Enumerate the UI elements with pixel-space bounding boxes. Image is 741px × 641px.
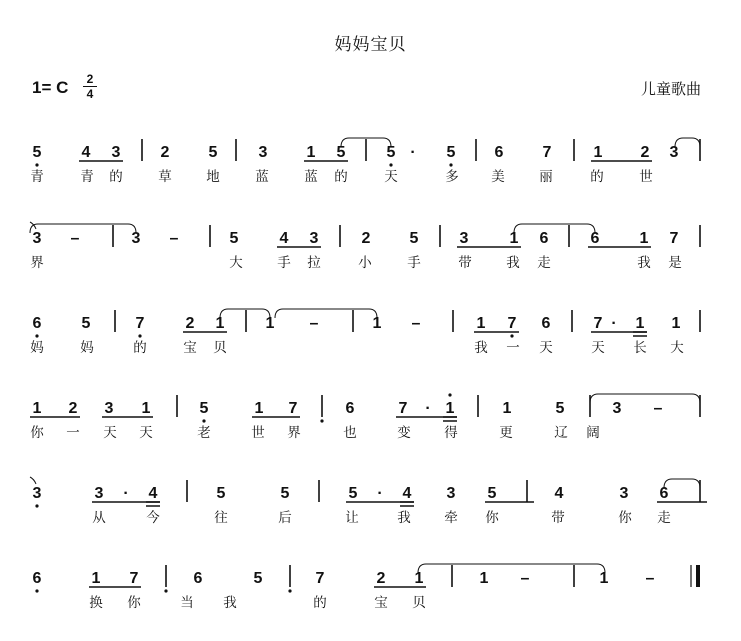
note: 5 [446,144,456,161]
lyric-syllable: 牵 [444,510,458,526]
note: 6 [659,485,669,502]
lyric-syllable: 天 [103,425,117,441]
lyric-syllable: 我 [506,255,520,271]
note: 1 [141,400,151,417]
lyric-syllable: 青 [30,169,44,185]
note: 3 [612,400,622,417]
note: 3 [131,230,141,247]
note: 2 [376,570,386,587]
note: 1 [593,144,603,161]
note: 5 [229,230,239,247]
tie-continuation [30,477,36,484]
lyric-syllable: 长 [633,340,647,356]
note: 3 [32,230,42,247]
note: 3 [94,485,104,502]
low-octave-dot [35,504,38,507]
note: 1 [639,230,649,247]
lyric-syllable: 从 [92,510,106,526]
lyric-syllable: 地 [206,169,220,185]
note: 5 [409,230,419,247]
lyric-syllable: 妈 [30,340,44,356]
note: 5 [199,400,209,417]
lyric-syllable: 走 [657,510,671,526]
dash-extension: – [653,400,663,417]
note: 3 [104,400,114,417]
lyric-syllable: 天 [139,425,153,441]
note: 2 [361,230,371,247]
note: 3 [258,144,268,161]
lyric-syllable: 妈 [80,340,94,356]
lyric-syllable: 更 [499,425,513,441]
lyric-syllable: 的 [133,340,147,356]
lyric-syllable: 的 [334,169,348,185]
note: 1 [635,315,645,332]
lyric-syllable: 阔 [586,425,600,441]
lyric-syllable: 你 [127,595,141,611]
note: 1 [502,400,512,417]
low-octave-dot [35,163,38,166]
high-octave-dot [448,393,451,396]
lyric-syllable: 美 [491,169,505,185]
dash-extension: – [645,570,655,587]
lyric-syllable: 变 [397,425,411,441]
lyric-syllable: 今 [146,510,160,526]
note: 5 [336,144,346,161]
low-octave-dot [35,589,38,592]
lyric-syllable: 一 [506,340,520,356]
note: 6 [193,570,203,587]
lyric-syllable: 大 [229,255,243,271]
low-octave-dot [202,419,205,422]
tie-slur [30,224,136,233]
note: 1 [414,570,424,587]
low-octave-dot [288,589,291,592]
lyric-syllable: 我 [223,595,237,611]
note: 5 [280,485,290,502]
time-signature-denominator: 4 [86,87,94,101]
lyric-syllable: 我 [474,340,488,356]
lyric-syllable: 丽 [539,169,553,185]
lyric-syllable: 的 [109,169,123,185]
note: 1 [254,400,264,417]
note: 7 [542,144,552,161]
note: 7 [398,400,408,417]
time-signature-numerator: 2 [86,72,94,86]
note: 1 [306,144,316,161]
augmentation-dot: · [611,315,617,332]
lyric-syllable: 小 [358,255,372,271]
lyric-syllable: 世 [251,425,265,441]
lyric-syllable: 往 [214,510,228,526]
lyric-syllable: 老 [197,425,211,441]
lyric-syllable: 的 [590,169,604,185]
tie-slur [590,394,700,403]
lyric-syllable: 贝 [412,595,426,611]
dash-extension: – [169,230,179,247]
note: 3 [32,485,42,502]
note: 7 [129,570,139,587]
lyric-syllable: 草 [158,169,172,185]
note: 6 [590,230,600,247]
augmentation-dot: · [377,485,383,502]
note: 7 [135,315,145,332]
lyric-syllable: 天 [591,340,605,356]
lyric-syllable: 宝 [374,595,388,611]
lyric-syllable: 得 [444,425,458,441]
lyric-syllable: 的 [313,595,327,611]
lyric-syllable: 多 [445,169,459,185]
lyric-syllable: 你 [618,510,632,526]
low-octave-dot [510,334,513,337]
lyric-syllable: 大 [670,340,684,356]
note: 4 [148,485,158,502]
note: 1 [599,570,609,587]
note: 1 [372,315,382,332]
note: 3 [309,230,319,247]
note: 7 [507,315,517,332]
tie-slur [418,564,605,573]
low-octave-dot [35,334,38,337]
lyric-syllable: 界 [287,425,301,441]
note: 6 [539,230,549,247]
lyric-syllable: 我 [397,510,411,526]
song-style: 儿童歌曲 [640,80,701,98]
lyric-syllable: 天 [539,340,553,356]
lyric-syllable: 走 [537,255,551,271]
note: 6 [494,144,504,161]
note: 1 [445,400,455,417]
lyric-syllable: 当 [180,595,194,611]
note: 6 [32,315,42,332]
lyric-syllable: 宝 [183,340,197,356]
tie-slur [220,309,270,318]
key-signature: 1= C [32,78,69,97]
note: 5 [348,485,358,502]
note: 1 [509,230,519,247]
note: 5 [208,144,218,161]
tie-slur [275,309,377,318]
lyric-syllable: 蓝 [304,169,318,185]
lyric-syllable: 拉 [307,255,321,271]
lyric-syllable: 换 [89,595,103,611]
note: 4 [81,144,91,161]
note: 4 [279,230,289,247]
note: 4 [402,485,412,502]
lyric-syllable: 后 [278,510,292,526]
low-octave-dot [320,419,323,422]
note: 6 [345,400,355,417]
lyric-syllable: 是 [668,255,682,271]
note: 7 [315,570,325,587]
note: 5 [487,485,497,502]
low-octave-dot [138,334,141,337]
augmentation-dot: · [410,144,416,161]
augmentation-dot: · [123,485,129,502]
note: 2 [160,144,170,161]
note: 1 [215,315,225,332]
note: 5 [81,315,91,332]
note: 3 [446,485,456,502]
low-octave-dot [164,589,167,592]
note: 2 [640,144,650,161]
low-octave-dot [449,163,452,166]
dash-extension: – [70,230,80,247]
note: 5 [555,400,565,417]
lyric-syllable: 你 [30,425,44,441]
dash-extension: – [309,315,319,332]
lyric-syllable: 让 [345,510,359,526]
note: 5 [253,570,263,587]
note: 6 [32,570,42,587]
note: 3 [111,144,121,161]
note: 2 [68,400,78,417]
note: 1 [91,570,101,587]
note: 1 [32,400,42,417]
note: 1 [265,315,275,332]
tie-slur [514,224,595,233]
lyric-syllable: 手 [407,255,421,271]
note: 7 [288,400,298,417]
lyric-syllable: 一 [66,425,80,441]
note: 2 [185,315,195,332]
note: 5 [216,485,226,502]
tie-slur [675,138,700,147]
note: 3 [619,485,629,502]
dash-extension: – [411,315,421,332]
augmentation-dot: · [425,400,431,417]
low-octave-dot [389,163,392,166]
lyric-syllable: 辽 [554,425,568,441]
lyric-syllable: 蓝 [255,169,269,185]
note: 7 [669,230,679,247]
tie-slur [664,479,700,488]
dash-extension: – [520,570,530,587]
lyric-syllable: 界 [30,255,44,271]
lyric-syllable: 带 [551,510,565,526]
lyric-syllable: 我 [637,255,651,271]
note: 4 [554,485,564,502]
song-title: 妈妈宝贝 [334,35,407,55]
lyric-syllable: 也 [343,425,357,441]
lyric-syllable: 你 [485,510,499,526]
note: 3 [459,230,469,247]
note: 1 [476,315,486,332]
note: 5 [32,144,42,161]
lyric-syllable: 世 [639,169,653,185]
lyric-syllable: 贝 [213,340,227,356]
note: 6 [541,315,551,332]
note: 1 [479,570,489,587]
lyric-syllable: 天 [384,169,398,185]
note: 7 [593,315,603,332]
lyric-syllable: 手 [277,255,291,271]
lyric-syllable: 青 [80,169,94,185]
note: 5 [386,144,396,161]
note: 3 [669,144,679,161]
note: 1 [671,315,681,332]
lyric-syllable: 带 [458,255,472,271]
